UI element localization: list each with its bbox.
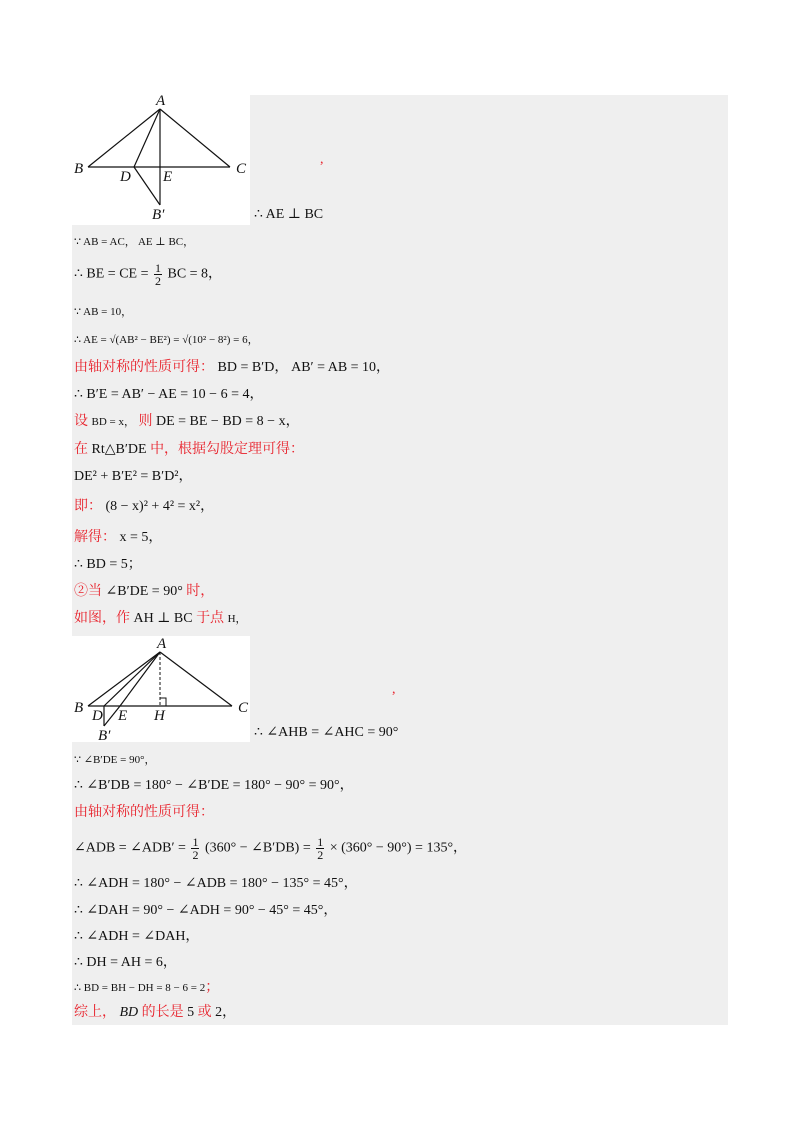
triangle-diagram-2 xyxy=(72,636,250,742)
figure-1-caption: ∴ AE ⊥ BC xyxy=(254,207,324,222)
text: 或 xyxy=(197,1005,212,1020)
label-B-prime: B′ xyxy=(98,728,111,742)
text: ∠ADB = ∠ADB′ = xyxy=(74,840,186,856)
label-H: H xyxy=(154,708,165,724)
figure-1 xyxy=(72,95,250,225)
line-given-angle: ∵ ∠B′DE = 90°， xyxy=(74,754,156,766)
text: AH ⊥ BC xyxy=(133,611,193,626)
numerator: 1 xyxy=(154,261,161,275)
label-A: A xyxy=(156,95,166,109)
label-B-prime: B′ xyxy=(152,207,165,223)
line-bd-5: ∴ BD = 5； xyxy=(74,557,142,572)
fraction xyxy=(154,262,162,287)
label-D: D xyxy=(120,169,131,185)
text: H， xyxy=(227,613,247,625)
denominator: 2 xyxy=(317,848,324,862)
text: 于点 xyxy=(196,611,225,626)
line-bpe: ∴ B′E = AB′ − AE = 10 − 6 = 4， xyxy=(74,387,264,402)
text: ∴ BE = CE = xyxy=(74,266,149,282)
text: × (360° − 90°) = 135°， xyxy=(329,840,468,856)
denominator: 2 xyxy=(192,848,199,862)
line-symmetry-2: 由轴对称的性质可得： xyxy=(74,805,214,820)
line-angle-bpdb: ∴ ∠B′DB = 180° − ∠B′DE = 180° − 90° = 90°， xyxy=(74,778,354,793)
line-be-ce xyxy=(74,262,222,287)
text: ； xyxy=(205,980,220,995)
label-B: B xyxy=(74,161,84,177)
text: 即： xyxy=(74,499,102,514)
line-dh-ah: ∴ DH = AH = 6， xyxy=(74,955,177,970)
fraction xyxy=(316,836,324,861)
text: BD = x， xyxy=(91,416,135,428)
label-D: D xyxy=(92,708,103,724)
label-E: E xyxy=(163,169,173,185)
text: ∴ BD = BH − DH = 8 − 6 = 2 xyxy=(74,982,206,994)
label-A: A xyxy=(157,636,167,652)
numerator: 1 xyxy=(317,835,324,849)
text: 综上， xyxy=(74,1005,116,1020)
figure-2 xyxy=(72,636,250,742)
text: 2， xyxy=(215,1005,237,1020)
text: 解得： xyxy=(74,530,116,545)
text: 则 xyxy=(138,414,153,429)
label-C: C xyxy=(236,161,247,177)
line-pythag-eq: DE² + B′E² = B′D²， xyxy=(74,469,193,484)
text: 在 xyxy=(74,442,88,457)
text: Rt△B′DE xyxy=(91,442,147,457)
line-bd-2 xyxy=(74,978,219,998)
line-ae: ∴ AE = √(AB² − BE²) = √(10² − 8²) = 6， xyxy=(74,334,259,346)
text: (360° − ∠B′DB) = xyxy=(204,840,311,856)
line-equation xyxy=(74,497,214,517)
line-symmetry-1 xyxy=(74,358,390,378)
text: x = 5， xyxy=(119,530,163,545)
text: (8 − x)² + 4² = x²， xyxy=(105,499,215,514)
triangle-diagram-1 xyxy=(72,95,250,225)
line-angle-adh: ∴ ∠ADH = 180° − ∠ADB = 180° − 135° = 45°， xyxy=(74,876,358,891)
red-comma-mark-2: , xyxy=(392,682,396,697)
text: 如图，作 xyxy=(74,611,130,626)
line-pythag-intro xyxy=(74,440,304,460)
label-B: B xyxy=(74,700,84,716)
line-angle-adb xyxy=(74,836,467,861)
fraction xyxy=(191,836,199,861)
text: 5 xyxy=(187,1005,195,1020)
text: 时， xyxy=(186,584,215,599)
text: BC = 8， xyxy=(167,266,223,282)
text: BD xyxy=(119,1005,139,1020)
text: ∠B′DE = 90° xyxy=(105,584,183,599)
text: 设 xyxy=(74,414,88,429)
line-draw-ah xyxy=(74,609,247,629)
figure-2-caption: ∴ ∠AHB = ∠AHC = 90° xyxy=(254,725,399,740)
line-angles-equal: ∴ ∠ADH = ∠DAH， xyxy=(74,929,200,944)
text: 的长是 xyxy=(141,1005,184,1020)
denominator: 2 xyxy=(154,274,161,288)
line-given: ∵ AB = AC， AE ⊥ BC， xyxy=(74,236,195,248)
label-E: E xyxy=(118,708,128,724)
label-C: C xyxy=(238,700,249,716)
line-case-2 xyxy=(74,582,214,602)
numerator: 1 xyxy=(192,835,199,849)
text: 由轴对称的性质可得： xyxy=(74,360,214,375)
red-comma-mark-1: , xyxy=(320,152,324,167)
line-conclusion xyxy=(74,1003,236,1023)
text: ②当 xyxy=(74,584,102,599)
text: 中，根据勾股定理可得： xyxy=(150,442,305,457)
text: BD = B′D， AB′ = AB = 10， xyxy=(217,360,391,375)
line-angle-dah: ∴ ∠DAH = 90° − ∠ADH = 90° − 45° = 45°， xyxy=(74,903,338,918)
line-solve xyxy=(74,528,162,548)
line-let-bd xyxy=(74,412,300,432)
text: DE = BE − BD = 8 − x， xyxy=(155,414,300,429)
line-ab: ∵ AB = 10， xyxy=(74,306,133,318)
